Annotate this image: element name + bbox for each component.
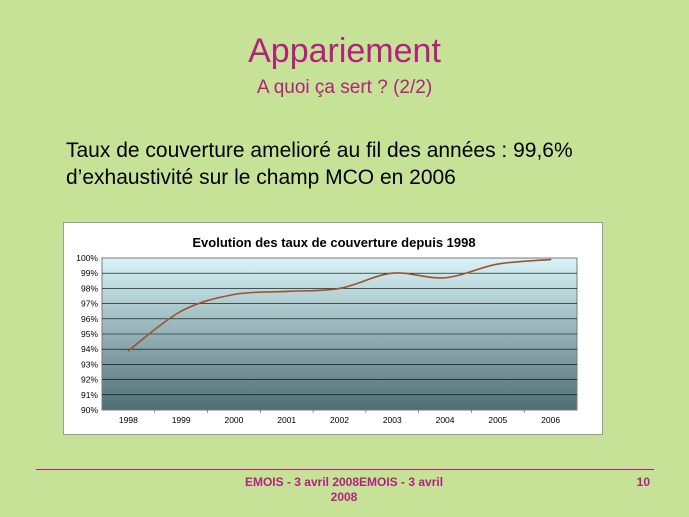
line-chart-svg xyxy=(64,223,604,436)
page-number: 10 xyxy=(636,475,650,489)
data-point xyxy=(339,288,341,290)
footer-text: EMOIS - 3 avril 2008EMOIS - 3 avril 2008 xyxy=(244,475,444,504)
x-axis xyxy=(119,410,560,425)
y-tick-label: 91% xyxy=(80,389,98,400)
x-tick-label: 1998 xyxy=(118,415,138,425)
data-point xyxy=(444,277,446,279)
slide-subtitle: A quoi ça sert ? (2/2) xyxy=(256,77,433,98)
footer-divider xyxy=(36,469,654,470)
data-point xyxy=(180,310,182,312)
chart-title: Evolution des taux de couverture depuis 1998 xyxy=(192,235,476,250)
slide-title: Appariement xyxy=(248,32,441,70)
x-tick-label: 2002 xyxy=(330,415,349,425)
y-tick-label: 97% xyxy=(80,298,98,309)
line-chart xyxy=(63,222,603,435)
x-tick-label: 2003 xyxy=(382,415,402,425)
x-tick-label: 2000 xyxy=(224,415,244,425)
x-tick-label: 2001 xyxy=(277,415,297,425)
x-tick-label: 2004 xyxy=(435,415,455,425)
data-point xyxy=(233,294,235,296)
y-tick-label: 92% xyxy=(80,374,98,385)
y-tick-label: 90% xyxy=(80,405,98,415)
y-tick-label: 96% xyxy=(80,313,98,324)
slide-body-text: Taux de couverture amelioré au fil des années : 99,6% d’exhaustivité sur le champ MCO en 2006 xyxy=(66,139,573,189)
x-tick-label: 2005 xyxy=(488,415,508,425)
x-tick-label: 1999 xyxy=(171,415,191,425)
data-point xyxy=(391,272,393,274)
y-tick-label: 93% xyxy=(80,359,98,370)
y-tick-label: 95% xyxy=(80,329,98,339)
data-point xyxy=(286,291,288,293)
x-tick-label: 2006 xyxy=(541,415,561,425)
y-tick-label: 94% xyxy=(80,344,98,355)
y-tick-label: 100% xyxy=(76,253,98,263)
y-tick-label: 99% xyxy=(80,268,98,279)
y-axis xyxy=(76,253,98,415)
y-tick-label: 98% xyxy=(80,283,98,294)
data-point xyxy=(497,263,499,265)
data-point xyxy=(550,259,552,261)
data-point xyxy=(128,350,130,352)
